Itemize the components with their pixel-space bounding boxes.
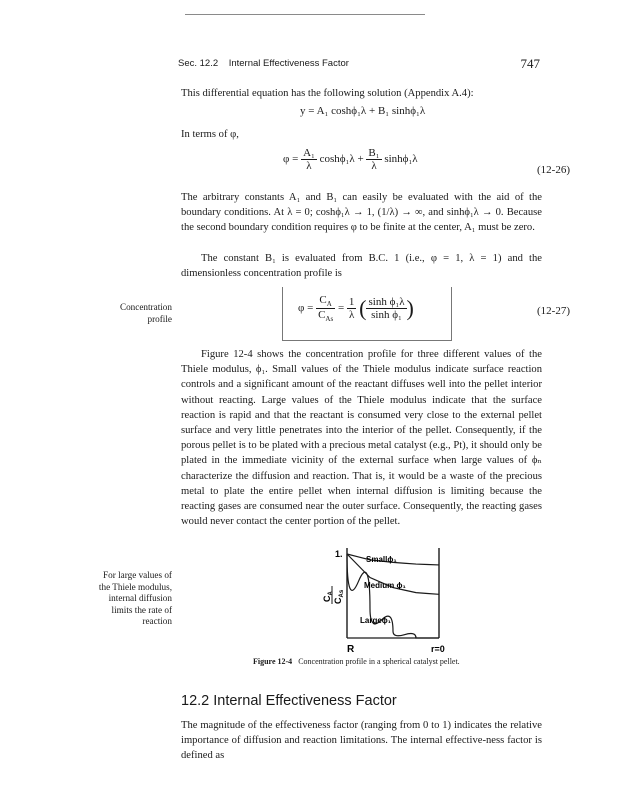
figure-caption [253, 657, 460, 666]
y-label-numerator: $C_A$ [322, 591, 334, 602]
para-effectiveness: The magnitude of the effectiveness factor (ranging from 0 to 1) indicates the relative importance of diffusion and reaction limitations. The internal effective-ness factor is defined as [181, 720, 542, 762]
eq26-lhs: φ = [283, 153, 299, 166]
eq27-ca: $C_A$ [316, 294, 335, 309]
equation-12-26 [283, 147, 418, 172]
margin-thiele-line: For large values of [103, 570, 172, 580]
eq26-number: (12-26) [537, 164, 570, 176]
caption-text: Concentration profile in a spherical catalyst pellet. [298, 657, 460, 666]
series-label-1: Smallϕ₁ [366, 555, 397, 564]
para-constants: The arbitrary constants A₁ and B₁ can easily be evaluated with the aid of the boundary conditions. At λ = 0; coshϕ₁λ → 1, (1/λ) → ∞, and sinhϕ₁λ → 0. Because the second boundary condition requires φ to be finite at the center, A₁ must be zero. [181, 192, 542, 234]
eq27-paren-open: ( [359, 295, 367, 321]
margin-thiele-line: limits the rate of [111, 604, 172, 615]
y-axis-label [322, 586, 345, 604]
x-tick-right: r=0 [431, 644, 445, 654]
eq27-cas: $C_{As}$ [318, 309, 334, 324]
eq27-sinh-fraction [366, 296, 406, 321]
header-section-title: Internal Effectiveness Factor [228, 58, 349, 69]
eq27-paren-close: ) [406, 295, 414, 321]
y-label-denominator: $C_{As}$ [333, 589, 345, 604]
series-label-2: Medium ϕ₁ [364, 581, 406, 590]
eq27-one-over-lambda [347, 296, 357, 321]
eq27-number: (12-27) [537, 305, 570, 317]
series-layer [347, 554, 439, 638]
margin-concentration-line: Concentration [119, 302, 172, 312]
eq27-lhs: φ = [298, 302, 314, 315]
eq26-fraction-b [366, 147, 381, 172]
para-constant-b: The constant B₁ is evaluated from B.C. 1 (i.e., φ = 1, λ = 1) and the dimensionless concentration profile is [181, 253, 542, 280]
y-tick-label: 1. [335, 549, 343, 559]
eq26-a-num: A₁ [303, 147, 315, 159]
eq26-b-num: B₁ [368, 147, 380, 159]
equation-12-27 [298, 294, 414, 323]
eq26-b-den: λ [371, 160, 377, 172]
eq27-sinh-den: sinh ϕ₁ [371, 309, 402, 322]
margin-concentration-line: profile [147, 313, 172, 324]
margin-note-thiele [60, 570, 172, 628]
eq26-fraction-a [301, 147, 317, 172]
margin-thiele-line: the Thiele modulus, [98, 581, 172, 592]
in-terms-text: In terms of φ, [181, 129, 239, 140]
margin-note-concentration [60, 302, 172, 325]
running-header [178, 58, 540, 69]
eq27-one: 1 [348, 296, 355, 309]
eq26-a-fn: coshϕ₁λ + [319, 153, 364, 166]
top-rule [185, 14, 425, 15]
margin-thiele-line: internal diffusion [108, 593, 172, 603]
page-number: 747 [520, 56, 540, 71]
eq27-lambda: λ [348, 309, 355, 322]
section-heading: 12.2 Internal Effectiveness Factor [181, 693, 397, 709]
intro-text: This differential equation has the following solution (Appendix A.4): [181, 88, 474, 99]
series-line-3 [347, 554, 439, 638]
header-section-label: Sec. 12.2 [178, 58, 219, 69]
eq27-equals: = [337, 302, 345, 315]
eq27-conc-fraction [316, 294, 335, 323]
concentration-profile-chart [300, 540, 480, 655]
eq26-a-den: λ [306, 160, 312, 172]
series-label-3: Largeϕ₁ [360, 616, 392, 625]
margin-thiele-line: reaction [142, 616, 172, 626]
equation-general: y = A₁ coshϕ₁λ + B₁ sinhϕ₁λ [300, 105, 426, 117]
para-figure: Figure 12-4 shows the concentration profile for three different values of the Thiele modulus, ϕ₁. Small values of the Thiele modulus indicate surface reaction controls and a significant amount of the reactant diffuses well into the pellet interior without reacting. Large values of the Thiele modulus indicate that the surface reaction is rapid and that the reactant is consumed very close to the external pellet surface and very little penetrates into the interior of the pellet. Consequently, if the porous pellet is to be plated with a precious metal catalyst (e.g., Pt), it should only be plated in the immediate vicinity of the external surface when large values of ϕₙ characterize the diffusion and reaction. That is, it would be a waste of the precious metal to plate the entire pellet when internal diffusion is limiting because the reacting gases are consumed near the outer surface. Consequently, the reacting gases would never contact the center portion of the pellet. [181, 349, 542, 528]
x-tick-left: R [347, 644, 355, 655]
series-label-layer [360, 555, 406, 625]
caption-label: Figure 12-4 [253, 657, 293, 666]
eq26-b-fn: sinhϕ₁λ [384, 153, 418, 166]
eq27-sinh-num: sinh ϕ₁λ [368, 296, 405, 309]
